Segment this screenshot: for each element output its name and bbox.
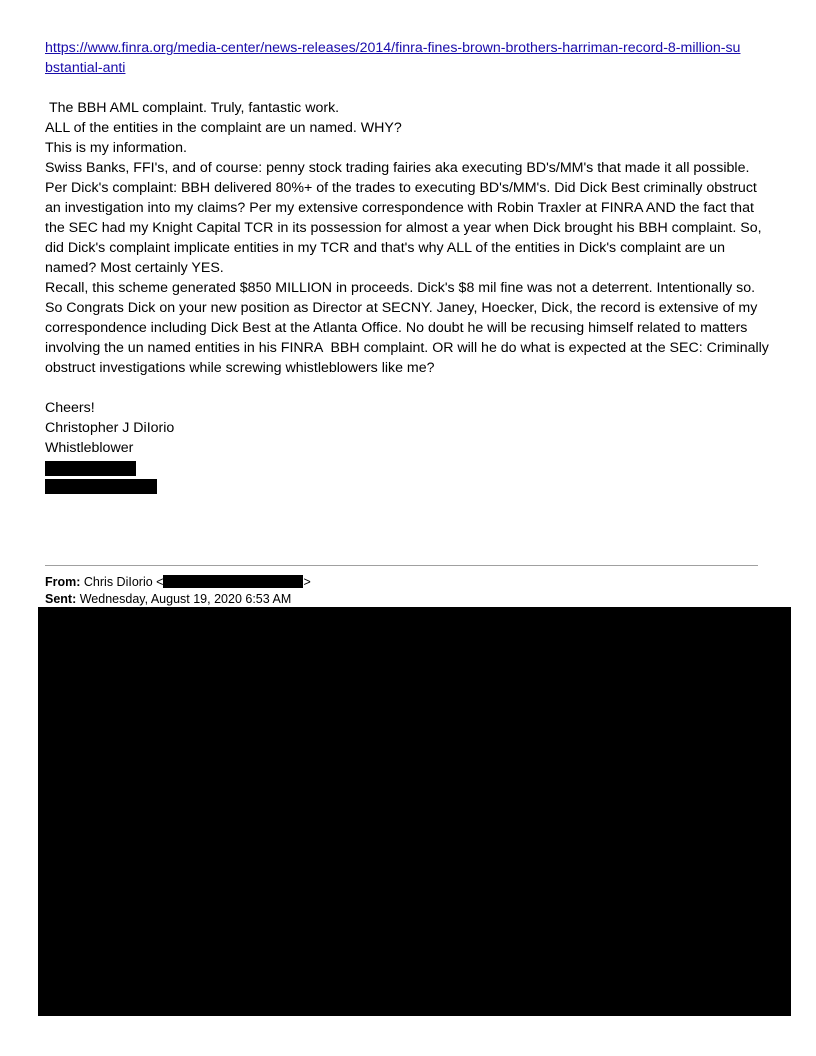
paragraph-recall-scheme: Recall, this scheme generated $850 MILLION in proceeds. Dick's $8 mil fine was not a deterrent. Intentionally so.	[45, 280, 756, 296]
from-label: From:	[45, 575, 81, 589]
redaction-block	[38, 607, 791, 1016]
spacer	[45, 378, 775, 398]
signature-title: Whistleblower	[45, 440, 134, 456]
sent-line	[45, 591, 311, 608]
from-close: >	[303, 575, 311, 589]
email-body	[45, 38, 775, 496]
paragraph-entities-unnamed: ALL of the entities in the complaint are un named. WHY?	[45, 120, 402, 136]
finra-news-link[interactable]: https://www.finra.org/media-center/news-releases/2014/finra-fines-brown-brothers-harriman-record-8-million-substantial-anti	[45, 40, 741, 76]
redaction-bar	[45, 479, 157, 494]
spacer	[45, 78, 775, 98]
redacted-email-address	[163, 575, 303, 588]
sent-value: Wednesday, August 19, 2020 6:53 AM	[79, 592, 292, 606]
signature-closing: Cheers!	[45, 400, 95, 416]
from-value: Chris DiIorio <	[83, 575, 164, 589]
paragraph-intro: The BBH AML complaint. Truly, fantastic work.	[45, 100, 340, 116]
signature-name: Christopher J DiIorio	[45, 420, 175, 436]
paragraph-congrats: So Congrats Dick on your new position as Director at SECNY. Janey, Hoecker, Dick, the record is extensive of my correspondence including Dick Best at the Atlanta Office. No doubt he will be recusing himself related to matters involving the un named entities in his FINRA BBH complaint. OR will he do what is expected at the SEC: Criminally obstruct investigations while screwing whistleblowers like me?	[45, 300, 773, 376]
horizontal-divider	[45, 565, 758, 566]
signature-block	[45, 398, 775, 494]
sent-label: Sent:	[45, 592, 77, 606]
paragraph-swiss-banks: Swiss Banks, FFI's, and of course: penny stock trading fairies aka executing BD's/MM's that made it all possible. Per Dick's complaint: BBH delivered 80%+ of the trades to executing BD's/MM's. Did Dick Best criminally obstruct an investigation into my claims? Per my extensive correspondence with Robin Traxler at FINRA AND the fact that the SEC had my Knight Capital TCR in its possession for almost a year when Dick brought his BBH complaint. So, did Dick's complaint implicate entities in my TCR and that's why ALL of the entities in Dick's complaint are un named? Most certainly YES.	[45, 160, 766, 276]
from-line	[45, 574, 311, 591]
redaction-bar	[45, 461, 136, 476]
forwarded-email-header	[45, 574, 311, 608]
paragraph-my-information: This is my information.	[45, 140, 187, 156]
